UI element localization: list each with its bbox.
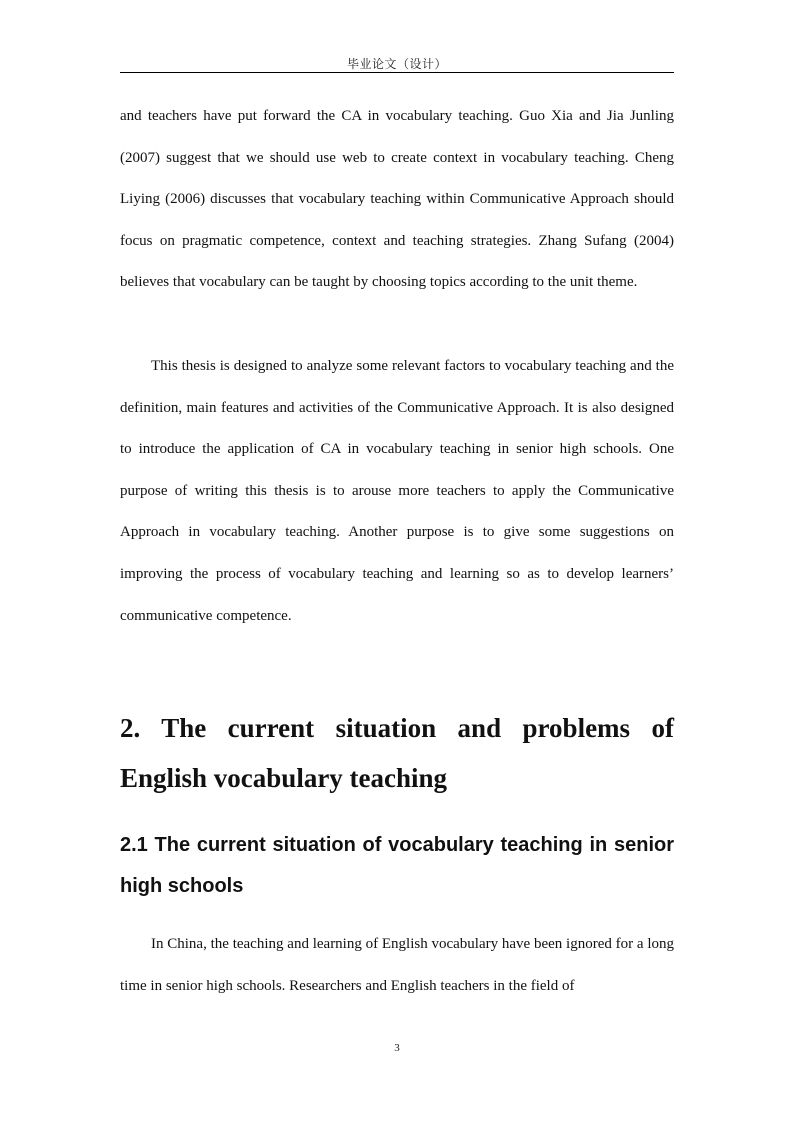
body-paragraph-2: This thesis is designed to analyze some relevant factors to vocabulary teaching and the definition, main features and activities of the Communicative Approach. It is also designed to introduce the application of CA in vocabulary teaching in senior high schools. One purpose of writing this thesis is to arouse more teachers to apply the Communicative Approach in vocabulary teaching. Another purpose is to give some suggestions on improving the process of vocabulary teaching and learning so as to develop learners’ communicative competence. bbox=[120, 358, 674, 624]
page-number: 3 bbox=[394, 1042, 400, 1054]
body-paragraph-1: and teachers have put forward the CA in vocabulary teaching. Guo Xia and Jia Junling (2007) suggest that we should use web to create context in vocabulary teaching. Cheng Liying (2006) discusses that vocabulary teaching within Communicative Approach should focus on pragmatic competence, context and teaching strategies. Zhang Sufang (2004) believes that vocabulary can be taught by choosing topics according to the unit theme. bbox=[120, 108, 674, 291]
running-header: 毕业论文（设计） bbox=[346, 57, 447, 71]
body-paragraph-3: In China, the teaching and learning of English vocabulary have been ignored for a long time in senior high schools. Researchers and English teachers in the field of bbox=[120, 936, 674, 994]
section-heading: 2. The current situation and problems of English vocabulary teaching bbox=[120, 713, 674, 793]
header-divider bbox=[120, 72, 674, 73]
subsection-heading: 2.1 The current situation of vocabulary teaching in senior high schools bbox=[120, 834, 674, 897]
